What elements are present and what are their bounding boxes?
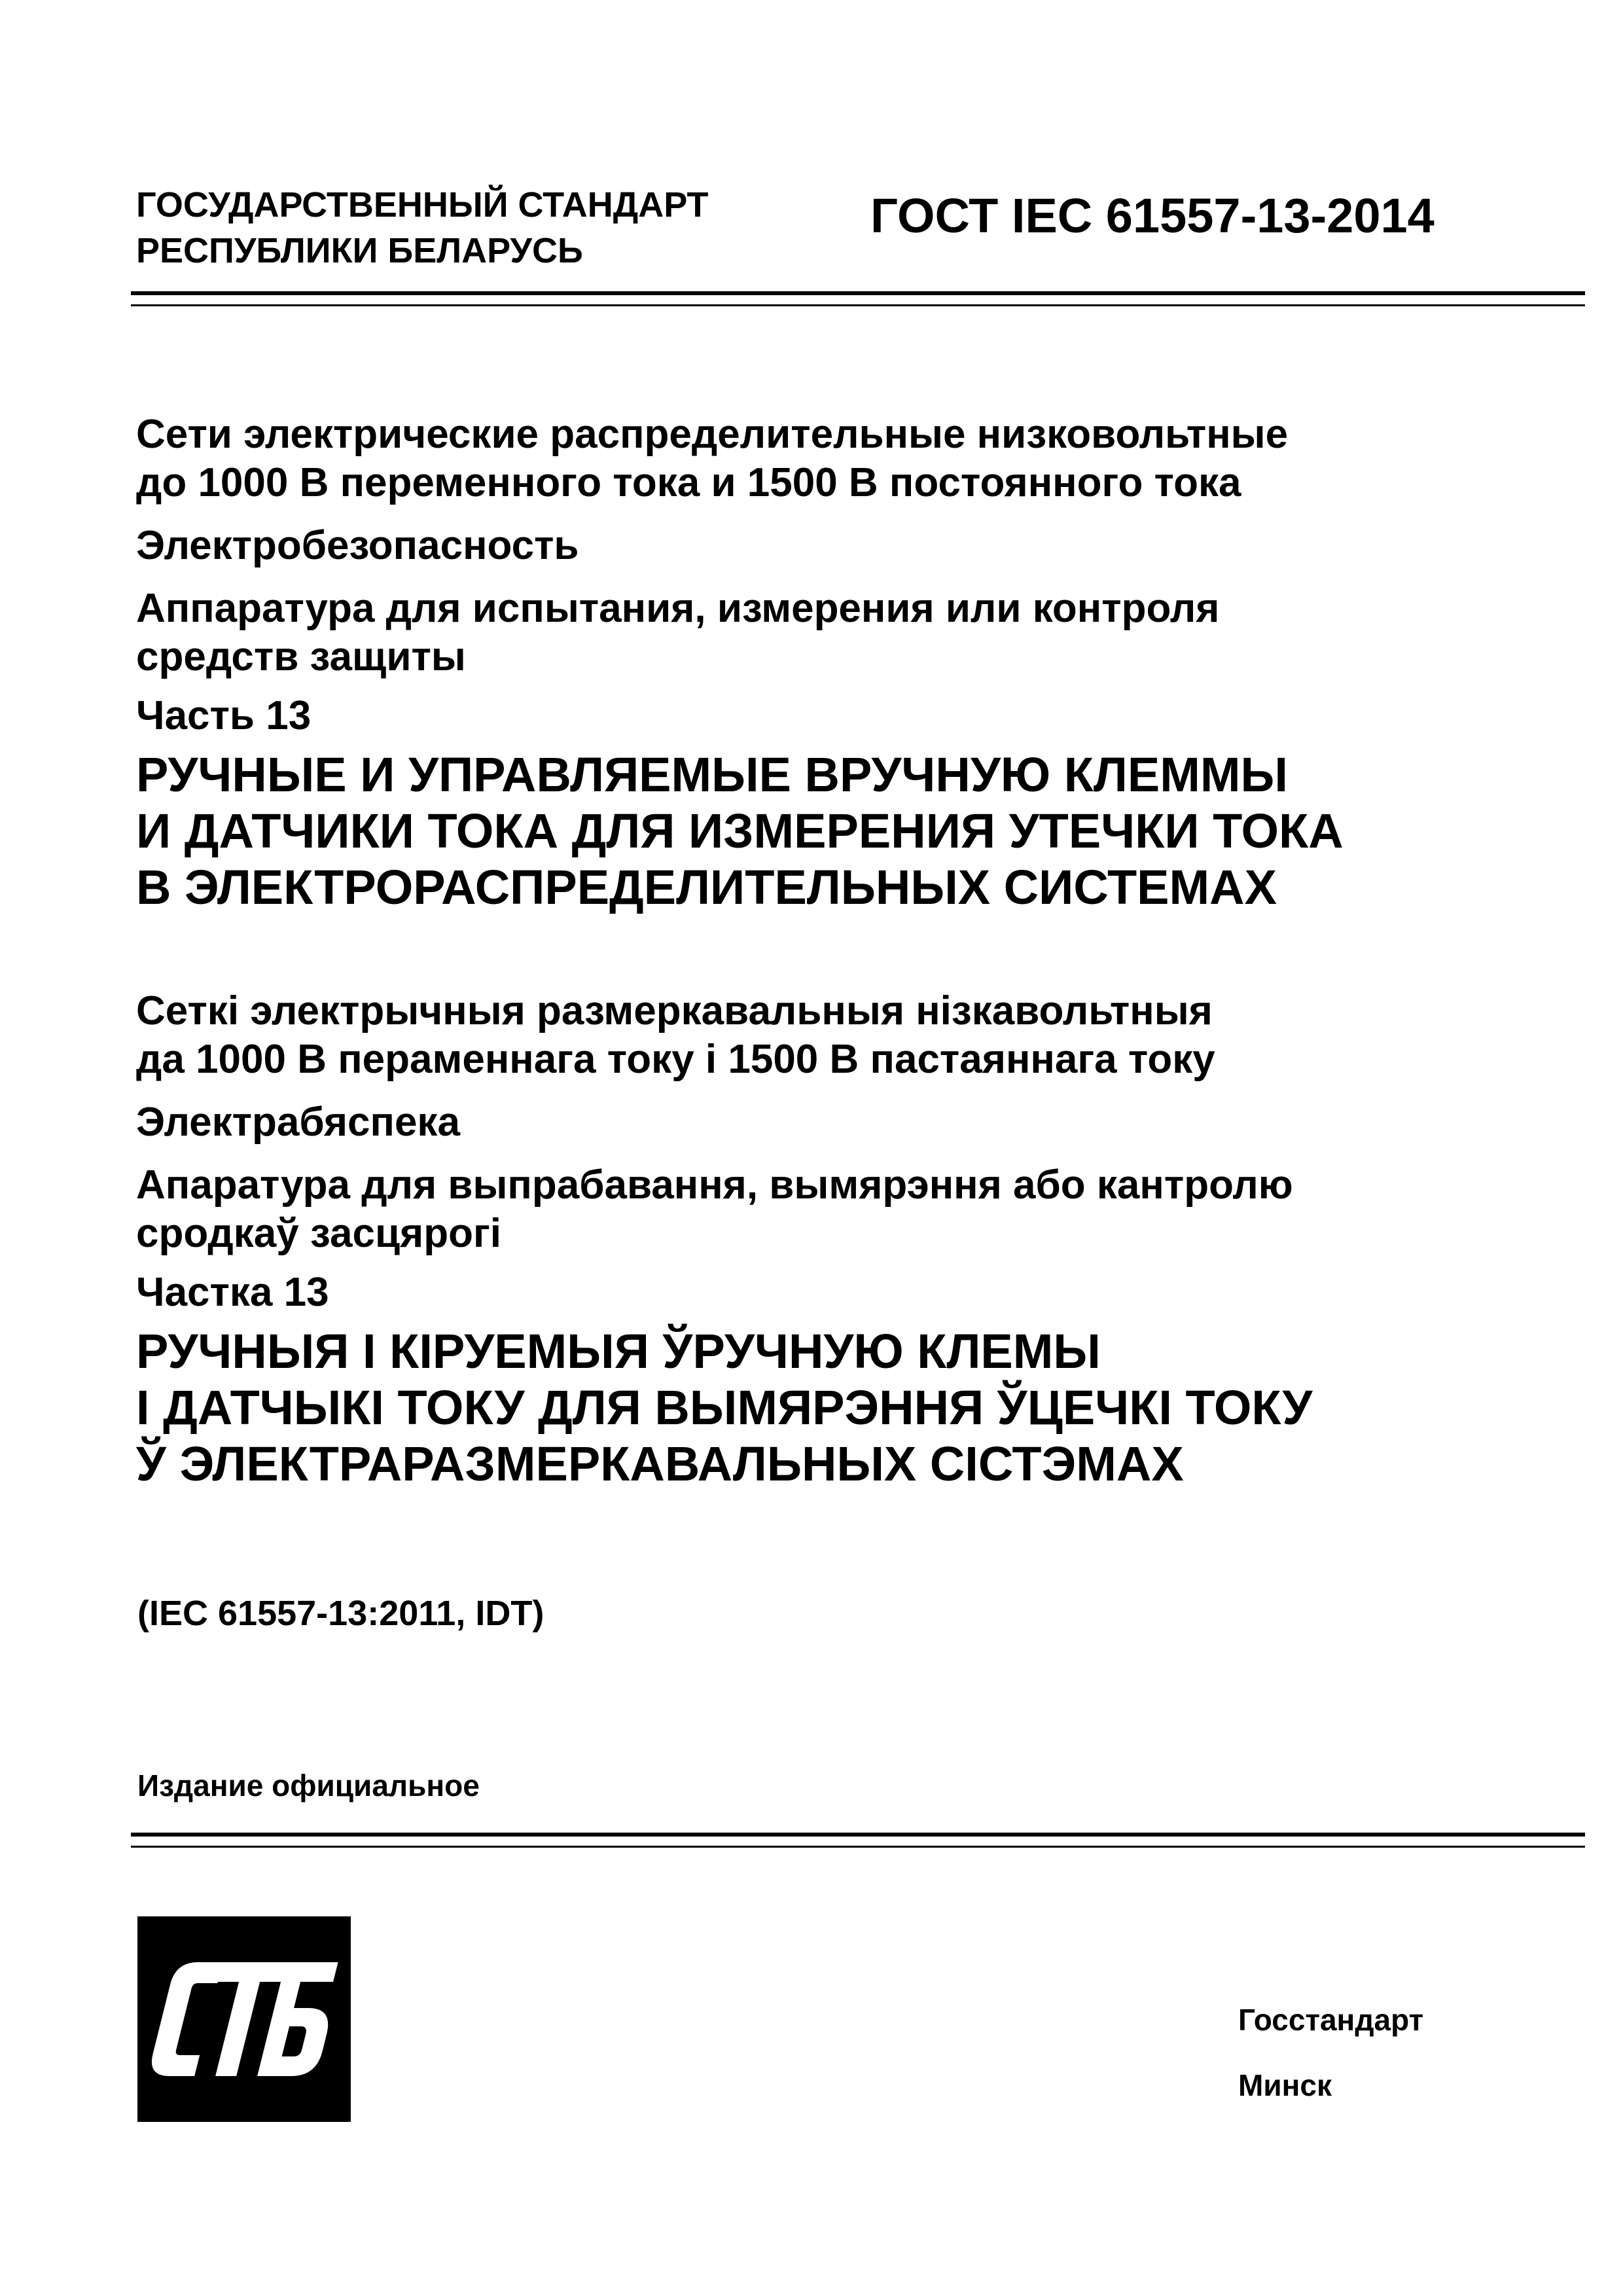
publication-city: Минск (1238, 2068, 1332, 2102)
ru-main-title-line1: РУЧНЫЕ И УПРАВЛЯЕМЫЕ ВРУЧНУЮ КЛЕММЫ (136, 747, 1288, 802)
by-scope-line1: Сеткі электрычныя размеркавальныя нізкавольтныя (136, 988, 1213, 1033)
ru-subtitle-line1: Аппаратура для испытания, измерения или контроля (136, 586, 1220, 631)
iec-reference: (IEC 61557-13:2011, IDT) (137, 1594, 544, 1633)
by-subtitle-line1: Апаратура для выпрабавання, вымярэння або кантролю (136, 1162, 1293, 1208)
header-rule-thin (131, 304, 1585, 306)
standard-code: ГОСТ IEC 61557-13-2014 (870, 188, 1435, 243)
by-main-title-line2: І ДАТЧЫКІ ТОКУ ДЛЯ ВЫМЯРЭННЯ ЎЦЕЧКІ ТОКУ (136, 1380, 1313, 1435)
ru-subtitle-line2: средств защиты (136, 634, 466, 679)
ru-scope-line1: Сети электрические распределительные низковольтные (136, 412, 1289, 457)
ru-scope-line2: до 1000 В переменного тока и 1500 В постоянного тока (136, 460, 1241, 505)
footer-rule-thin (131, 1846, 1585, 1848)
ru-main-title-line3: В ЭЛЕКТРОРАСПРЕДЕЛИТЕЛЬНЫХ СИСТЕМАХ (136, 860, 1277, 914)
russian-title-block (136, 410, 1344, 916)
belarusian-title-block (136, 987, 1312, 1492)
stb-logo-mark-icon (137, 1916, 351, 2122)
by-general-title: Электрабяспека (136, 1100, 460, 1145)
issuing-body-line2: РЕСПУБЛИКИ БЕЛАРУСЬ (136, 231, 583, 270)
by-subtitle-line2: сродкаў засцярогі (136, 1211, 502, 1256)
header-rule-thick (131, 291, 1585, 295)
ru-main-title-line2: И ДАТЧИКИ ТОКА ДЛЯ ИЗМЕРЕНИЯ УТЕЧКИ ТОКА (136, 804, 1344, 858)
edition-note: Издание официальное (137, 1768, 480, 1803)
issuing-body (136, 182, 709, 274)
by-part-number: Частка 13 (136, 1270, 329, 1315)
issuing-body-line1: ГОСУДАРСТВЕННЫЙ СТАНДАРТ (136, 185, 709, 224)
by-main-title-line1: РУЧНЫЯ І КІРУЕМЫЯ ЎРУЧНУЮ КЛЕМЫ (136, 1324, 1101, 1378)
by-main-title-line3: Ў ЭЛЕКТРАРАЗМЕРКАВАЛЬНЫХ СІСТЭМАХ (136, 1437, 1184, 1491)
stb-logo (137, 1916, 351, 2122)
ru-part-number: Часть 13 (136, 693, 312, 738)
publisher: Госстандарт (1238, 2003, 1424, 2037)
footer-rule-thick (131, 1833, 1585, 1837)
by-scope-line2: да 1000 В пераменнага току і 1500 В пастаяннага току (136, 1037, 1215, 1082)
ru-general-title: Электробезопасность (136, 523, 579, 568)
